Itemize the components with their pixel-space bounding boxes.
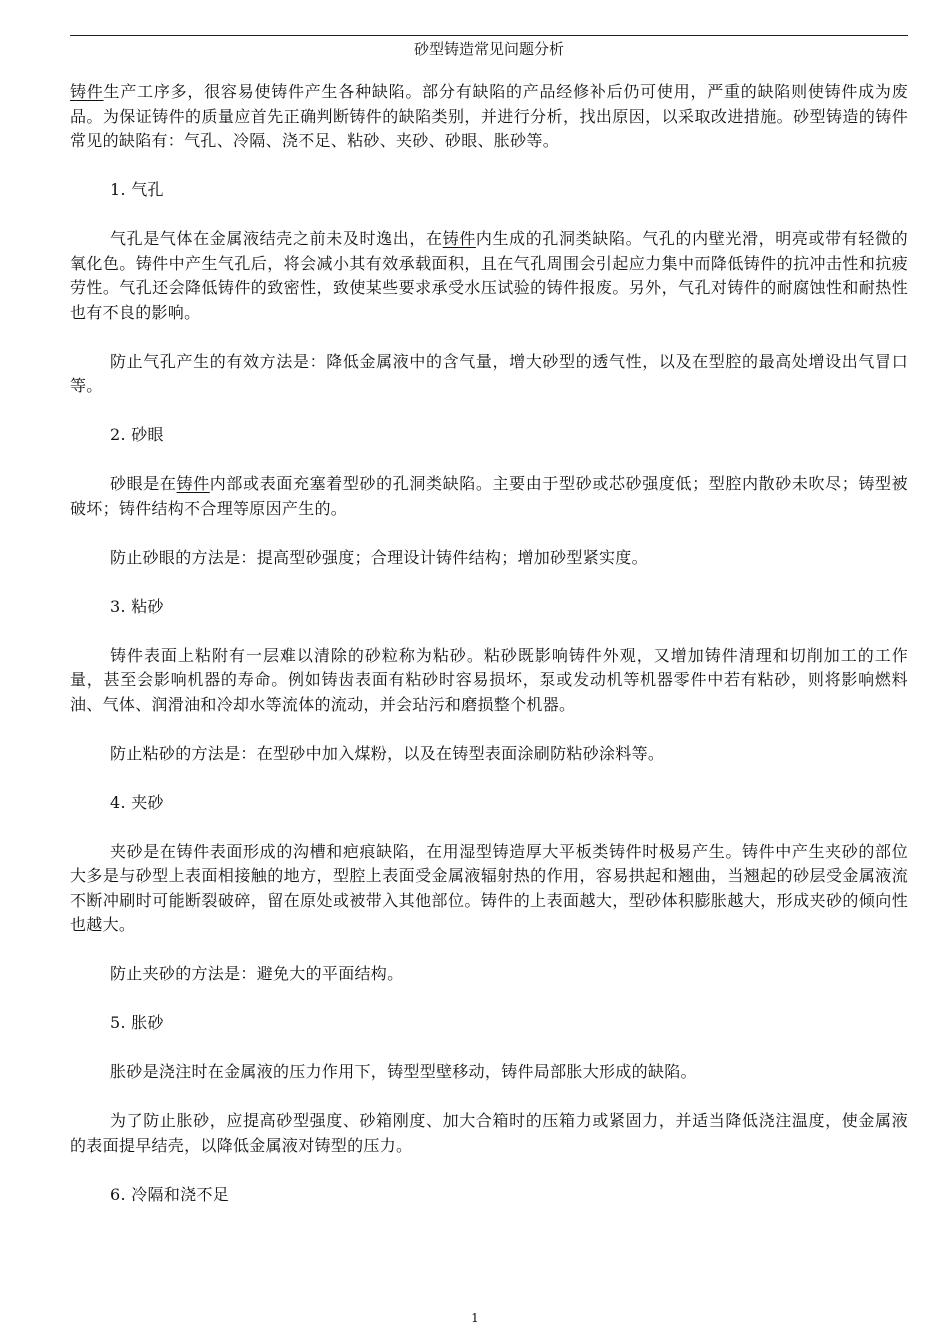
term-link[interactable]: 铸件: [70, 82, 104, 101]
body-paragraph: [70, 227, 908, 325]
paragraph-text: 砂眼是在: [110, 474, 177, 493]
paragraph-text: 为了防止胀砂，应提高砂型强度、砂箱刚度、加大合箱时的压箱力或紧固力，并适当降低浇注温度，使金属液的表面提早结壳，以降低金属液对铸型的压力。: [70, 1111, 908, 1155]
paragraph-spacer: [70, 619, 908, 644]
body-paragraph: [70, 840, 908, 938]
body-paragraph: [70, 472, 908, 521]
body-paragraph: [70, 644, 908, 718]
body-paragraph: [70, 350, 908, 399]
paragraph-spacer: [70, 766, 908, 791]
section-heading: [70, 791, 908, 816]
paragraph-spacer: [70, 1085, 908, 1110]
paragraph-spacer: [70, 399, 908, 424]
page-number: 1: [471, 1311, 479, 1325]
paragraph-text: 防止粘砂的方法是：在型砂中加入煤粉，以及在铸型表面涂刷防粘砂涂料等。: [110, 743, 665, 763]
body-paragraph: [70, 1060, 908, 1085]
document-body: [70, 80, 908, 1207]
section-heading: [70, 595, 908, 620]
paragraph-spacer: [70, 448, 908, 473]
paragraph-text: 内生成的孔洞类缺陷。气孔的内壁光滑，明亮或带有轻微的氧化色。铸件中产生气孔后，将会减小其有效承载面积，且在气孔周围会引起应力集中而降低铸件的抗冲击性和抗疲劳性。气孔还会降低铸件的致密性，致使某些要求承受水压试验的铸件报废。另外，气孔对铸件的耐腐蚀性和耐热性也有不良的影响。: [70, 229, 908, 322]
body-paragraph: [70, 1109, 908, 1158]
section-heading-text: 1. 气孔: [110, 180, 164, 199]
section-heading-text: 2. 砂眼: [110, 425, 164, 444]
body-paragraph: [70, 962, 908, 987]
paragraph-text: 生产工序多，很容易使铸件产生各种缺陷。部分有缺陷的产品经修补后仍可使用，严重的缺陷则使铸件成为废品。为保证铸件的质量应首先正确判断铸件的缺陷类别，并进行分析，找出原因，以采取改进措施。砂型铸造的铸件常见的缺陷有：气孔、冷隔、浇不足、粘砂、夹砂、砂眼、胀砂等。: [70, 82, 908, 150]
paragraph-text: 夹砂是在铸件表面形成的沟槽和疤痕缺陷，在用湿型铸造厚大平板类铸件时极易产生。铸件中产生夹砂的部位大多是与砂型上表面相接触的地方，型腔上表面受金属液辐射热的作用，容易拱起和翘曲，当翘起的砂层受金属液流不断冲刷时可能断裂破碎，留在原处或被带入其他部位。铸件的上表面越大，型砂体积膨胀越大，形成夹砂的倾向性也越大。: [70, 841, 908, 934]
paragraph-spacer: [70, 938, 908, 963]
paragraph-spacer: [70, 521, 908, 546]
body-paragraph: [70, 80, 908, 154]
body-paragraph: [70, 742, 908, 767]
paragraph-text: 气孔是气体在金属液结壳之前未及时逸出，在: [110, 229, 443, 248]
paragraph-spacer: [70, 717, 908, 742]
paragraph-text: 胀砂是浇注时在金属液的压力作用下，铸型型壁移动，铸件局部胀大形成的缺陷。: [110, 1062, 697, 1081]
section-heading-text: 5. 胀砂: [110, 1013, 164, 1032]
paragraph-spacer: [70, 570, 908, 595]
header-rule: [70, 35, 908, 36]
paragraph-spacer: [70, 815, 908, 840]
term-link[interactable]: 铸件: [176, 474, 210, 493]
term-link[interactable]: 铸件: [442, 229, 476, 248]
paragraph-spacer: [70, 987, 908, 1012]
paragraph-text: 铸件表面上粘附有一层难以清除的砂粒称为粘砂。粘砂既影响铸件外观，又增加铸件清理和切削加工的工作量，甚至会影响机器的寿命。例如铸齿表面有粘砂时容易损坏，泵或发动机等机器零件中若有粘砂，则将影响燃料油、气体、润滑油和冷却水等流体的流动，并会玷污和磨损整个机器。: [70, 645, 908, 714]
section-heading-text: 6. 冷隔和浇不足: [110, 1184, 230, 1204]
paragraph-spacer: [70, 154, 908, 179]
section-heading: [70, 423, 908, 448]
paragraph-spacer: [70, 1158, 908, 1183]
paragraph-spacer: [70, 1036, 908, 1061]
section-heading-text: 3. 粘砂: [110, 596, 164, 616]
section-heading: [70, 178, 908, 203]
paragraph-text: 防止夹砂的方法是：避免大的平面结构。: [110, 964, 404, 983]
paragraph-text: 防止气孔产生的有效方法是：降低金属液中的含气量，增大砂型的透气性，以及在型腔的最高处增设出气冒口等。: [70, 351, 908, 395]
paragraph-spacer: [70, 325, 908, 350]
body-paragraph: [70, 546, 908, 571]
section-heading-text: 4. 夹砂: [110, 792, 164, 812]
paragraph-spacer: [70, 203, 908, 228]
page-header-title: 砂型铸造常见问题分析: [413, 40, 564, 58]
section-heading: [70, 1011, 908, 1036]
paragraph-text: 内部或表面充塞着型砂的孔洞类缺陷。主要由于型砂或芯砂强度低；型腔内散砂未吹尽；铸型被破坏；铸件结构不合理等原因产生的。: [70, 474, 908, 518]
paragraph-text: 防止砂眼的方法是：提高型砂强度；合理设计铸件结构；增加砂型紧实度。: [110, 547, 648, 567]
section-heading: [70, 1183, 908, 1208]
